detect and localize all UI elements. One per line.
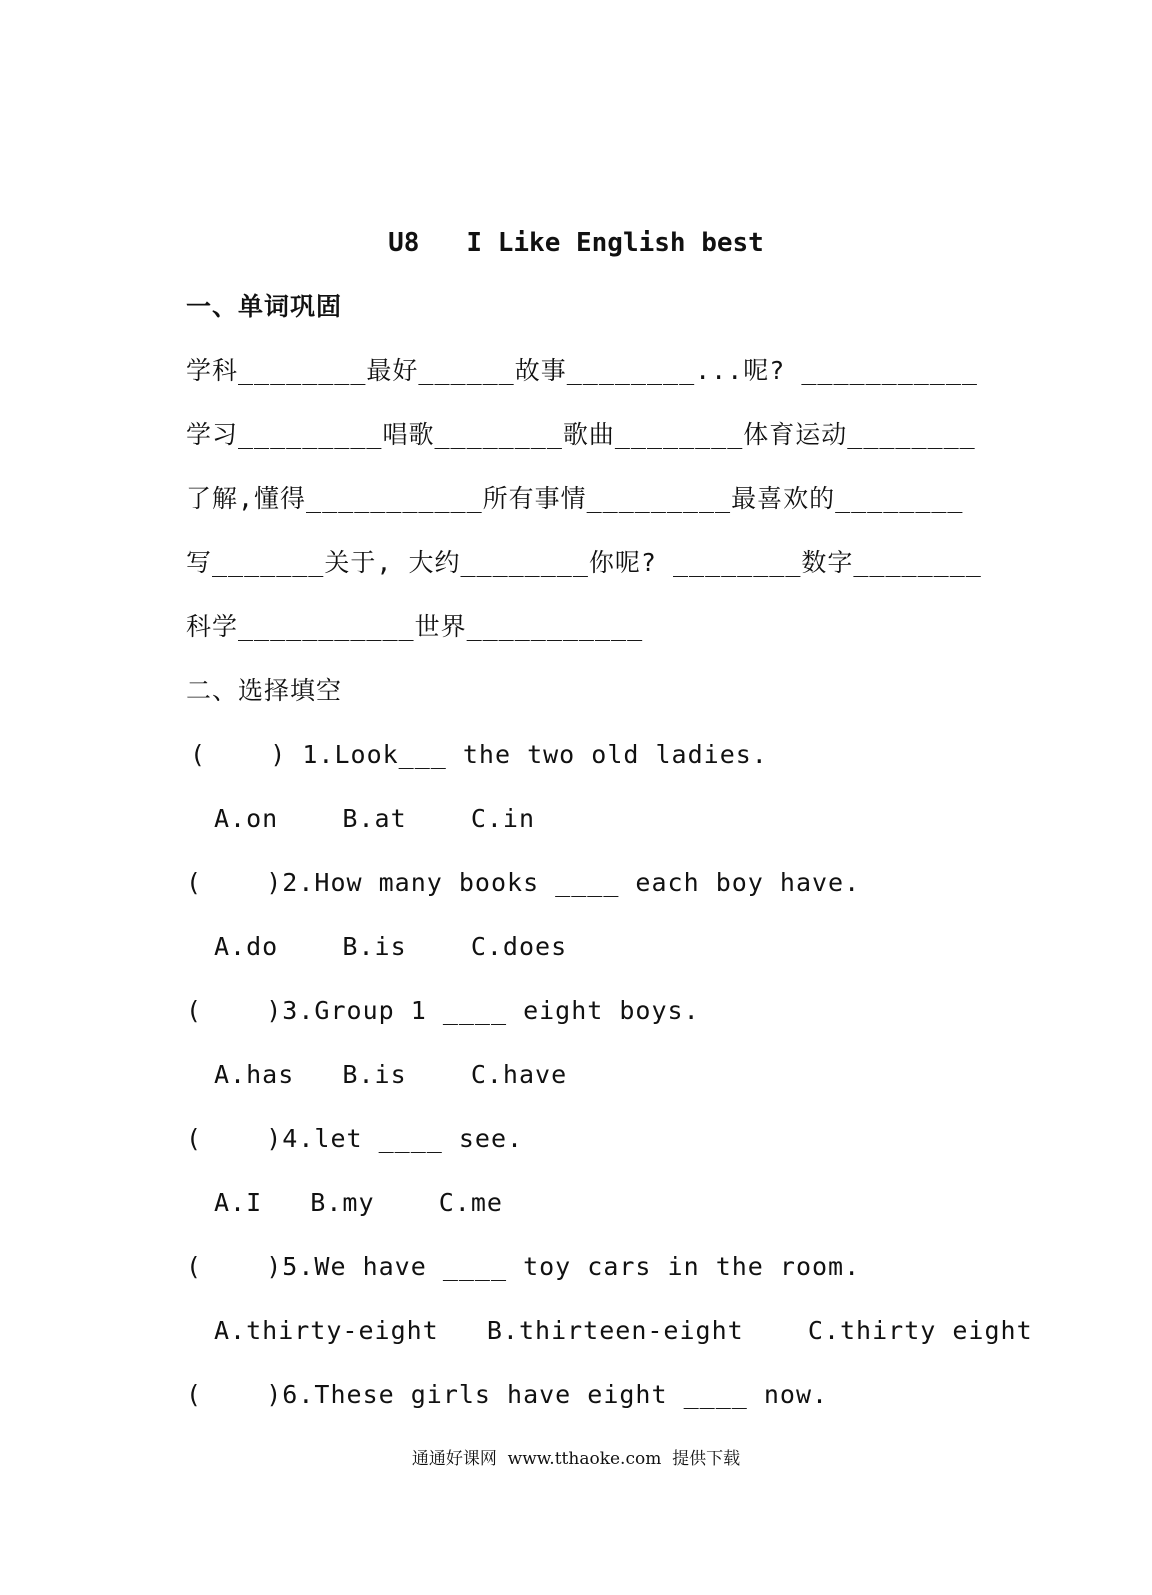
section1-heading: 一、单词巩固 xyxy=(186,292,343,321)
question-4-options: A.I B.my C.me xyxy=(214,1188,503,1217)
question-5-options: A.thirty-eight B.thirteen-eight C.thirty eight xyxy=(214,1316,1033,1345)
question-3-options: A.has B.is C.have xyxy=(214,1060,568,1089)
question-6-stem: ( )6.These girls have eight ____ now. xyxy=(186,1380,829,1409)
question-1-stem: ( ) 1.Look___ the two old ladies. xyxy=(190,740,768,769)
page-title: U8 I Like English best xyxy=(388,228,764,258)
vocab-line-3: 了解,懂得___________所有事情_________最喜欢的________ xyxy=(186,484,964,513)
section2-heading: 二、选择填空 xyxy=(186,676,343,705)
question-4-stem: ( )4.let ____ see. xyxy=(186,1124,524,1153)
vocab-line-5: 科学___________世界___________ xyxy=(186,612,644,641)
vocab-line-2: 学习_________唱歌________歌曲________体育运动________ xyxy=(186,420,976,449)
question-2-options: A.do B.is C.does xyxy=(214,932,568,961)
question-2-stem: ( )2.How many books ____ each boy have. xyxy=(186,868,861,897)
question-1-options: A.on B.at C.in xyxy=(214,804,536,833)
vocab-line-4: 写_______关于, 大约________你呢? ________数字________ xyxy=(186,548,982,577)
question-3-stem: ( )3.Group 1 ____ eight boys. xyxy=(186,996,700,1025)
vocab-line-1: 学科________最好______故事________...呢? ___________ xyxy=(186,356,978,385)
question-5-stem: ( )5.We have ____ toy cars in the room. xyxy=(186,1252,861,1281)
page-footer: 通通好课网 www.tthaoke.com 提供下载 xyxy=(411,1449,741,1469)
